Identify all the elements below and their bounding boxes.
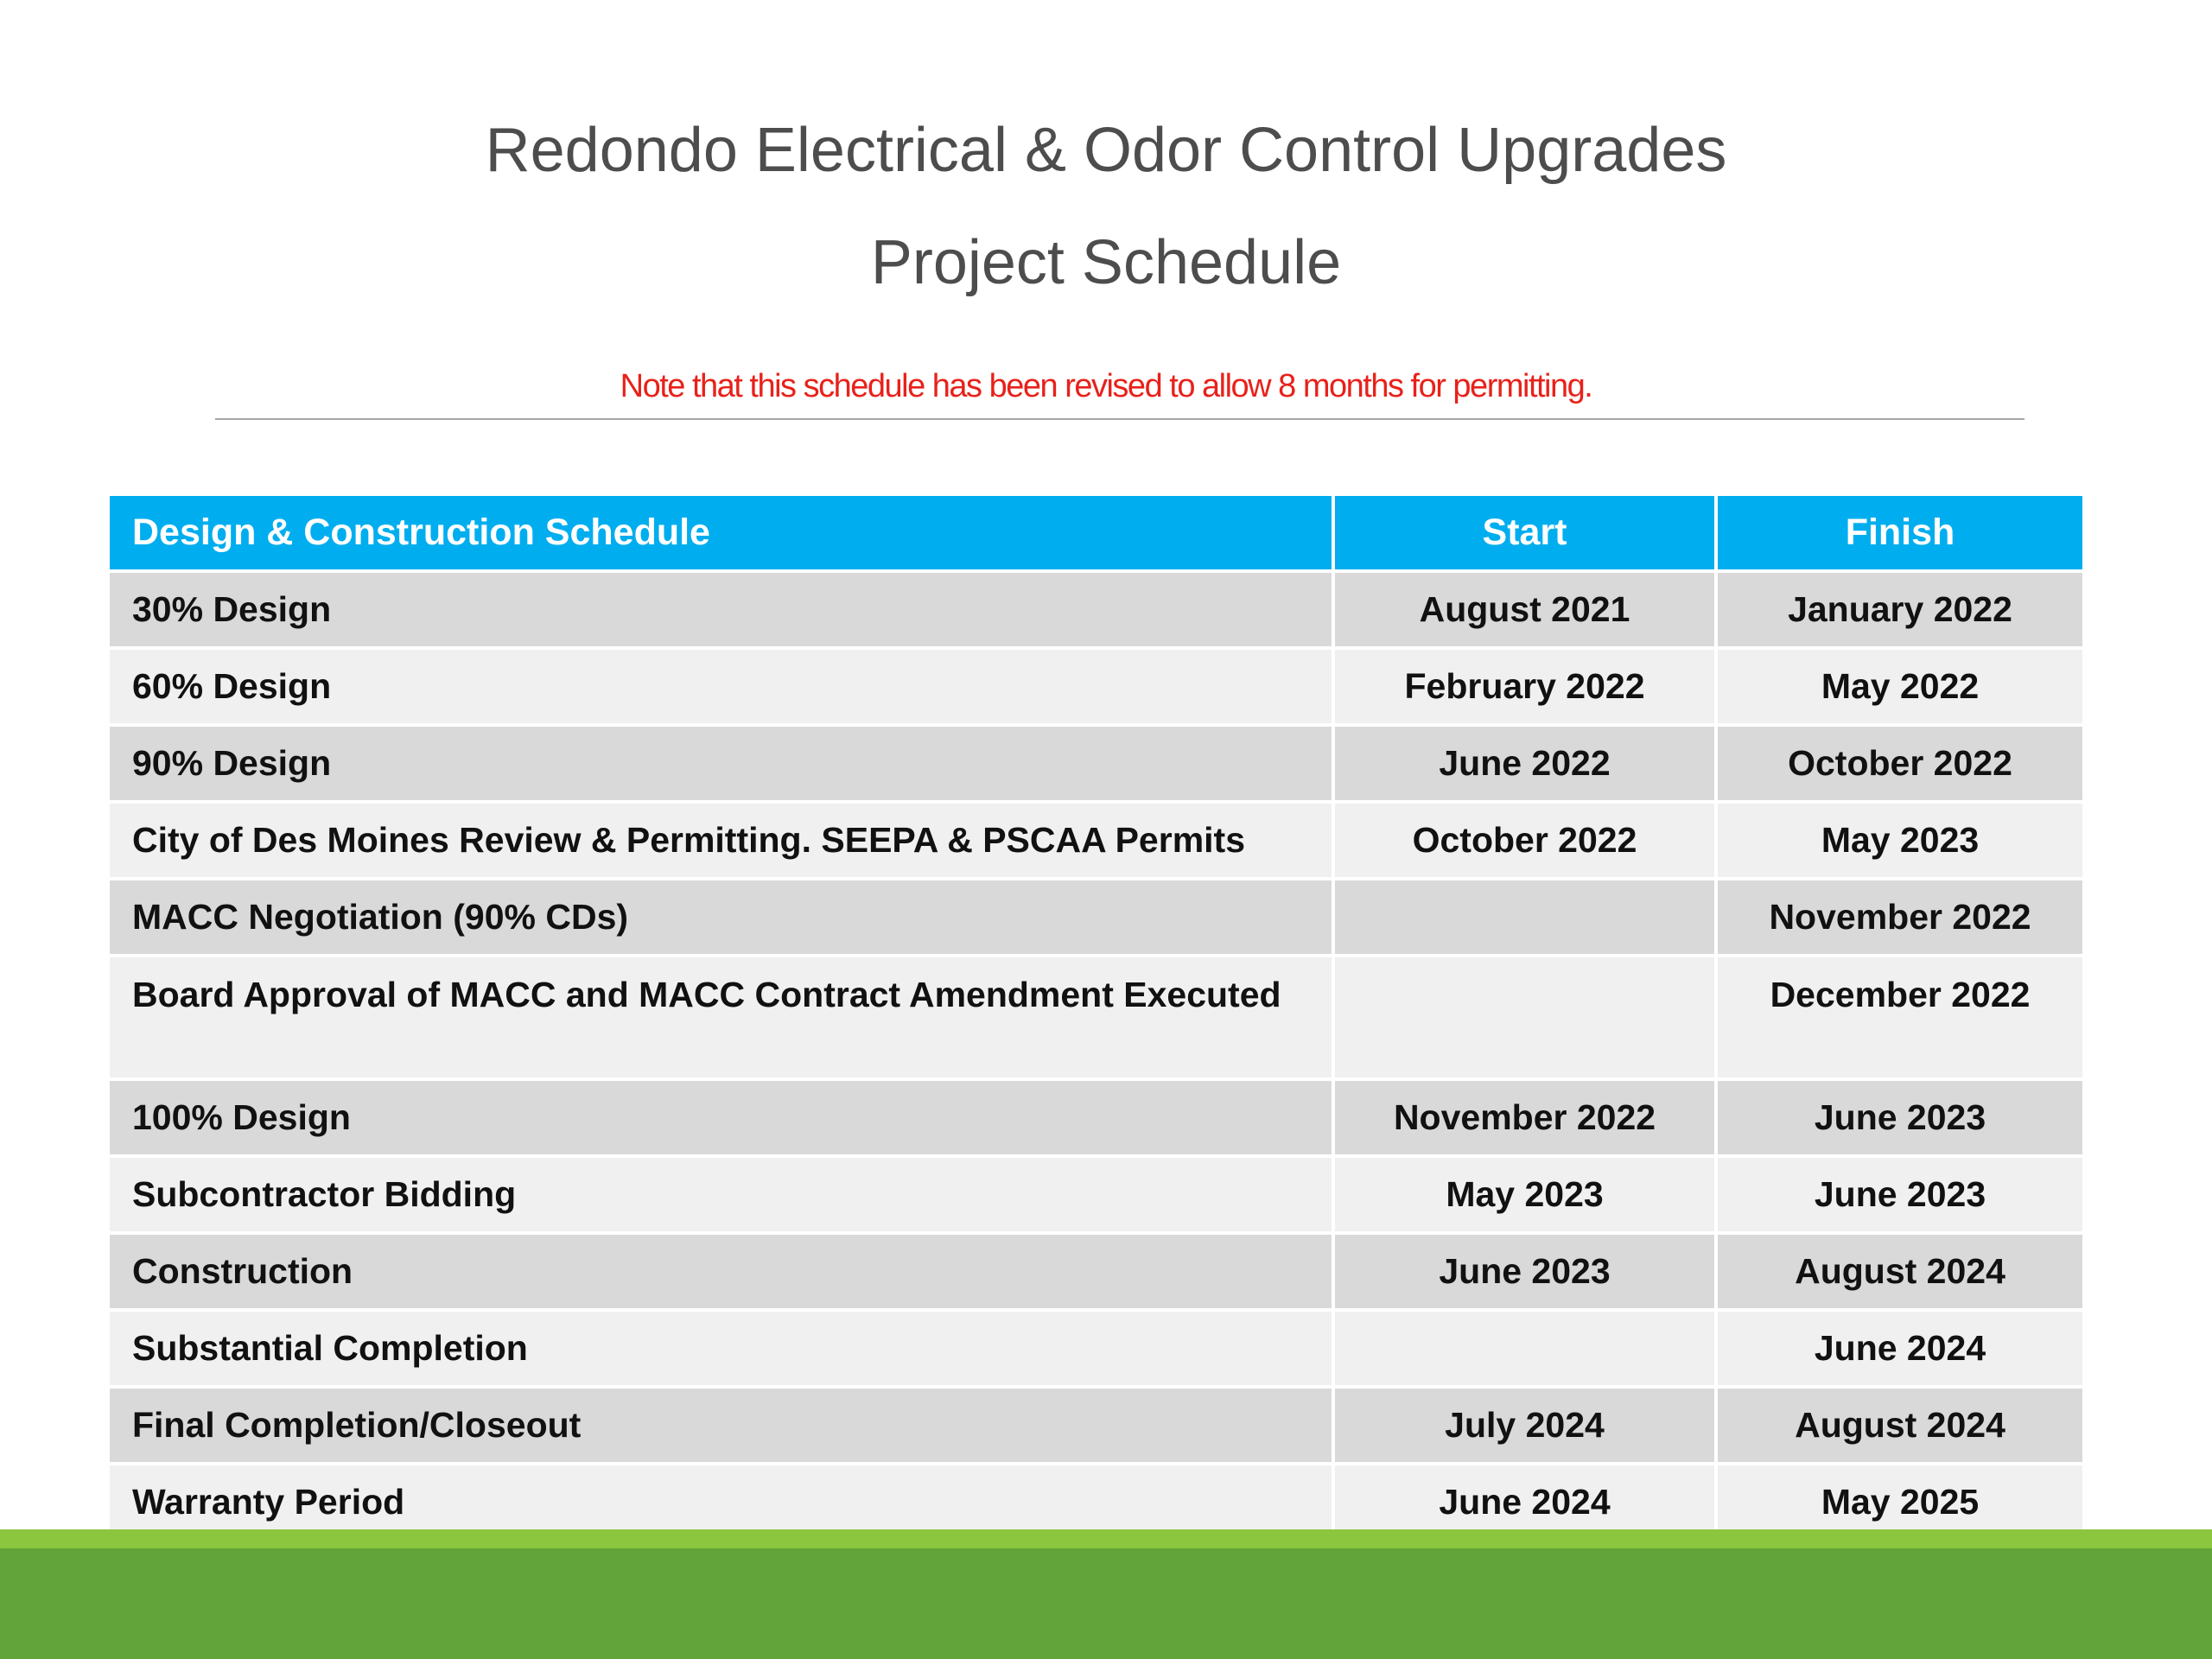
task-cell: 60% Design: [110, 648, 1333, 725]
start-cell: May 2023: [1333, 1156, 1716, 1233]
start-cell: June 2022: [1333, 725, 1716, 802]
table-row: [110, 648, 2082, 725]
finish-cell: June 2023: [1716, 1156, 2082, 1233]
finish-cell: November 2022: [1716, 879, 2082, 956]
task-cell: Construction: [110, 1233, 1333, 1310]
table-row: [110, 879, 2082, 956]
table-row: [110, 802, 2082, 879]
footer-band-highlight: [0, 1529, 2212, 1548]
task-cell: City of Des Moines Review & Permitting. SEEPA & PSCAA Permits: [110, 802, 1333, 879]
column-header-start: Start: [1333, 496, 1716, 571]
revision-note: Note that this schedule has been revised to allow 8 months for permitting.: [620, 368, 1592, 404]
start-cell: February 2022: [1333, 648, 1716, 725]
finish-cell: December 2022: [1716, 956, 2082, 1079]
finish-cell: May 2022: [1716, 648, 2082, 725]
task-cell: MACC Negotiation (90% CDs): [110, 879, 1333, 956]
start-cell: October 2022: [1333, 802, 1716, 879]
column-header-task: Design & Construction Schedule: [110, 496, 1333, 571]
start-cell: November 2022: [1333, 1079, 1716, 1156]
task-cell: Substantial Completion: [110, 1310, 1333, 1387]
start-cell: August 2021: [1333, 571, 1716, 648]
start-cell: July 2024: [1333, 1387, 1716, 1464]
task-cell: Board Approval of MACC and MACC Contract Amendment Executed: [110, 956, 1333, 1079]
table-row: [110, 956, 2082, 1079]
finish-cell: August 2024: [1716, 1233, 2082, 1310]
task-cell: Final Completion/Closeout: [110, 1387, 1333, 1464]
slide-title: Redondo Electrical & Odor Control Upgrades: [485, 116, 1727, 185]
table-row: [110, 725, 2082, 802]
finish-cell: August 2024: [1716, 1387, 2082, 1464]
slide-subtitle: Project Schedule: [870, 228, 1342, 297]
table-row: [110, 1079, 2082, 1156]
finish-cell: May 2025: [1716, 1464, 2082, 1541]
table-row: [110, 571, 2082, 648]
table-row: [110, 1310, 2082, 1387]
start-cell: June 2023: [1333, 1233, 1716, 1310]
finish-cell: June 2024: [1716, 1310, 2082, 1387]
task-cell: 30% Design: [110, 571, 1333, 648]
start-cell: [1333, 879, 1716, 956]
task-cell: 100% Design: [110, 1079, 1333, 1156]
finish-cell: October 2022: [1716, 725, 2082, 802]
table-row: [110, 1233, 2082, 1310]
column-header-finish: Finish: [1716, 496, 2082, 571]
divider-line: [215, 418, 2024, 420]
task-cell: 90% Design: [110, 725, 1333, 802]
start-cell: [1333, 956, 1716, 1079]
footer-band: [0, 1548, 2212, 1659]
start-cell: June 2024: [1333, 1464, 1716, 1541]
table-row: [110, 1387, 2082, 1464]
schedule-table: [110, 496, 2082, 1542]
table-header-row: [110, 496, 2082, 571]
finish-cell: January 2022: [1716, 571, 2082, 648]
task-cell: Subcontractor Bidding: [110, 1156, 1333, 1233]
finish-cell: May 2023: [1716, 802, 2082, 879]
finish-cell: June 2023: [1716, 1079, 2082, 1156]
table-row: [110, 1156, 2082, 1233]
task-cell: Warranty Period: [110, 1464, 1333, 1541]
start-cell: [1333, 1310, 1716, 1387]
